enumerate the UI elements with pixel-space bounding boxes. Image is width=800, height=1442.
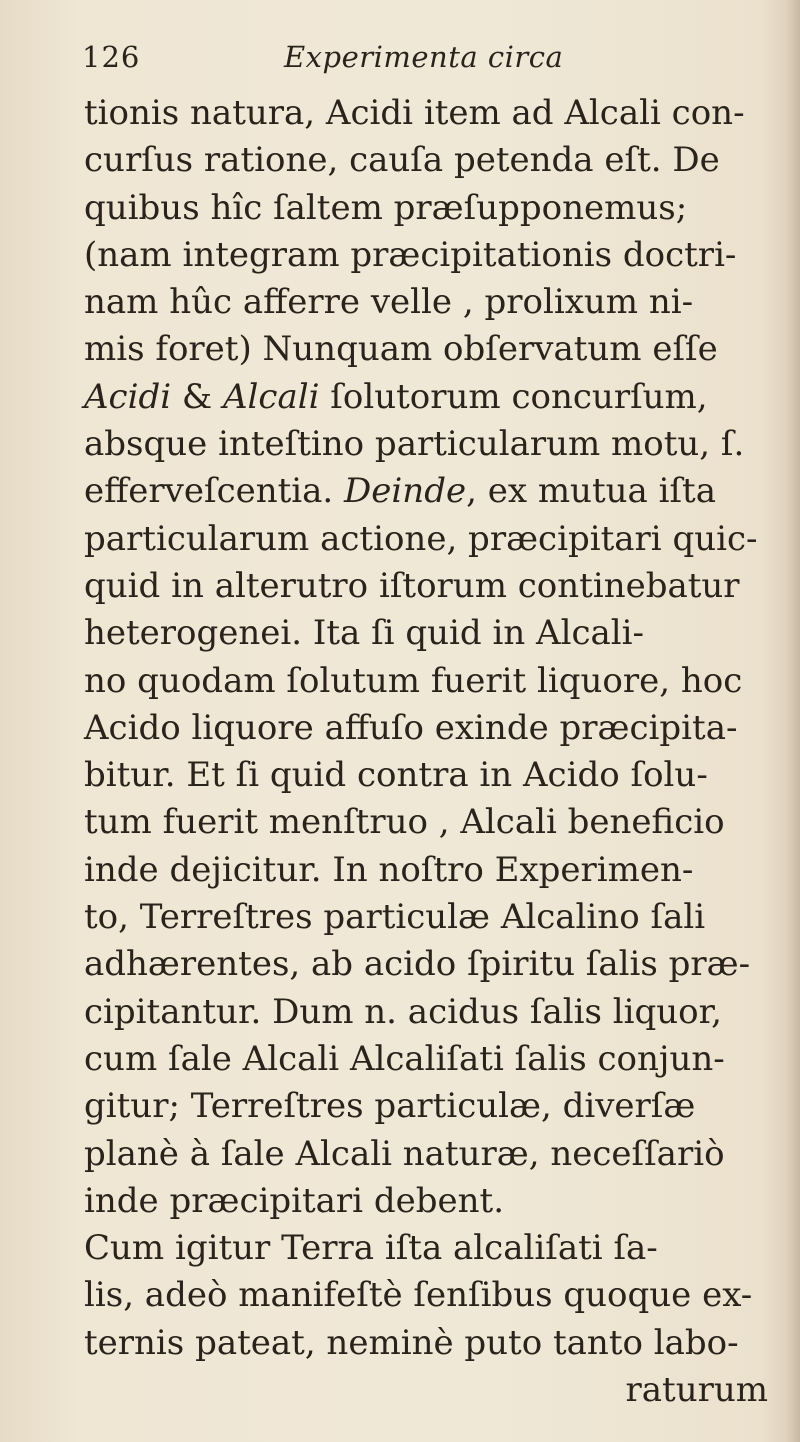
- text-segment: , ex mutua iſta: [466, 471, 716, 512]
- text-line: [84, 894, 774, 941]
- text-segment: inde dejicitur. In noſtro Experimen-: [84, 849, 694, 890]
- text-line: [84, 799, 774, 846]
- text-segment: raturum: [625, 1370, 768, 1411]
- text-segment: no quodam ſolutum fuerit liquore, hoc: [84, 660, 743, 701]
- text-segment: efferveſcentia.: [84, 471, 345, 512]
- text-line: [84, 279, 774, 326]
- text-line: [84, 847, 774, 894]
- text-line: [84, 1083, 774, 1130]
- text-segment: to, Terreſtres particulæ Alcalino ſali: [84, 897, 706, 938]
- text-line: [84, 1367, 774, 1414]
- text-segment: Cum igitur Terra iſta alcaliſati ſa-: [84, 1228, 658, 1269]
- text-segment: ternis pateat, neminè puto tanto labo-: [84, 1322, 739, 1363]
- text-segment: cipitantur. Dum n. acidus ſalis liquor,: [84, 991, 722, 1032]
- text-line: [84, 941, 774, 988]
- text-segment: mis foret) Nunquam obſervatum eſſe: [84, 329, 718, 370]
- text-segment: curſus ratione, cauſa petenda eſt. De: [84, 140, 720, 181]
- text-line: [84, 610, 774, 657]
- italic-text: Acidi: [84, 376, 172, 417]
- text-line: [84, 1131, 774, 1178]
- text-line: [84, 1225, 774, 1272]
- page-header: [82, 40, 712, 86]
- text-segment: lis, adeò manifeſtè ſenſibus quoque ex-: [84, 1275, 753, 1316]
- text-segment: bitur. Et ſi quid contra in Acido ſolu-: [84, 755, 708, 796]
- text-line: [84, 752, 774, 799]
- italic-text: Alcali: [223, 376, 320, 417]
- text-segment: &: [171, 376, 223, 417]
- text-line: [84, 1036, 774, 1083]
- text-segment: nam hûc afferre velle , prolixum ni-: [84, 282, 694, 323]
- text-segment: heterogenei. Ita ſi quid in Alcali-: [84, 613, 645, 654]
- text-segment: ſolutorum concurſum,: [319, 376, 708, 417]
- text-line: [84, 989, 774, 1036]
- text-line: [84, 1272, 774, 1319]
- page-number: 126: [82, 40, 141, 74]
- body-text: [84, 90, 774, 1414]
- text-segment: gitur; Terreſtres particulæ, diverſæ: [84, 1086, 696, 1127]
- text-segment: Acido liquore affuſo exinde præcipita-: [84, 707, 738, 748]
- text-segment: cum ſale Alcali Alcaliſati ſalis conjun-: [84, 1038, 725, 1079]
- text-line: [84, 137, 774, 184]
- text-line: [84, 658, 774, 705]
- text-segment: tionis natura, Acidi item ad Alcali con-: [84, 93, 745, 133]
- text-line: [84, 326, 774, 373]
- text-line: [84, 232, 774, 279]
- text-segment: adhærentes, ab acido ſpiritu ſalis præ-: [84, 944, 751, 985]
- text-line: [84, 421, 774, 468]
- text-line: [84, 705, 774, 752]
- running-title: Experimenta circa: [284, 40, 564, 74]
- text-segment: quibus hîc ſaltem præſupponemus;: [84, 187, 688, 228]
- text-line: [84, 1178, 774, 1225]
- text-line: [84, 563, 774, 610]
- page-edge-shadow: [786, 0, 800, 1442]
- text-line: [84, 1320, 774, 1367]
- text-segment: tum fuerit menſtruo , Alcali beneficio: [84, 802, 725, 843]
- text-segment: inde præcipitari debent.: [84, 1180, 505, 1221]
- text-line: [84, 185, 774, 232]
- text-segment: planè à ſale Alcali naturæ, neceſſariò: [84, 1133, 725, 1174]
- text-segment: quid in alterutro iſtorum continebatur: [84, 565, 740, 606]
- text-line: [84, 90, 774, 137]
- text-line: [84, 468, 774, 515]
- text-segment: particularum actione, præcipitari quic-: [84, 518, 758, 559]
- text-line: [84, 374, 774, 421]
- text-line: [84, 516, 774, 563]
- text-segment: (nam integram præcipitationis doctri-: [84, 234, 737, 275]
- text-segment: absque inteſtino particularum motu, ſ.: [84, 424, 745, 465]
- italic-text: Deinde: [344, 471, 467, 512]
